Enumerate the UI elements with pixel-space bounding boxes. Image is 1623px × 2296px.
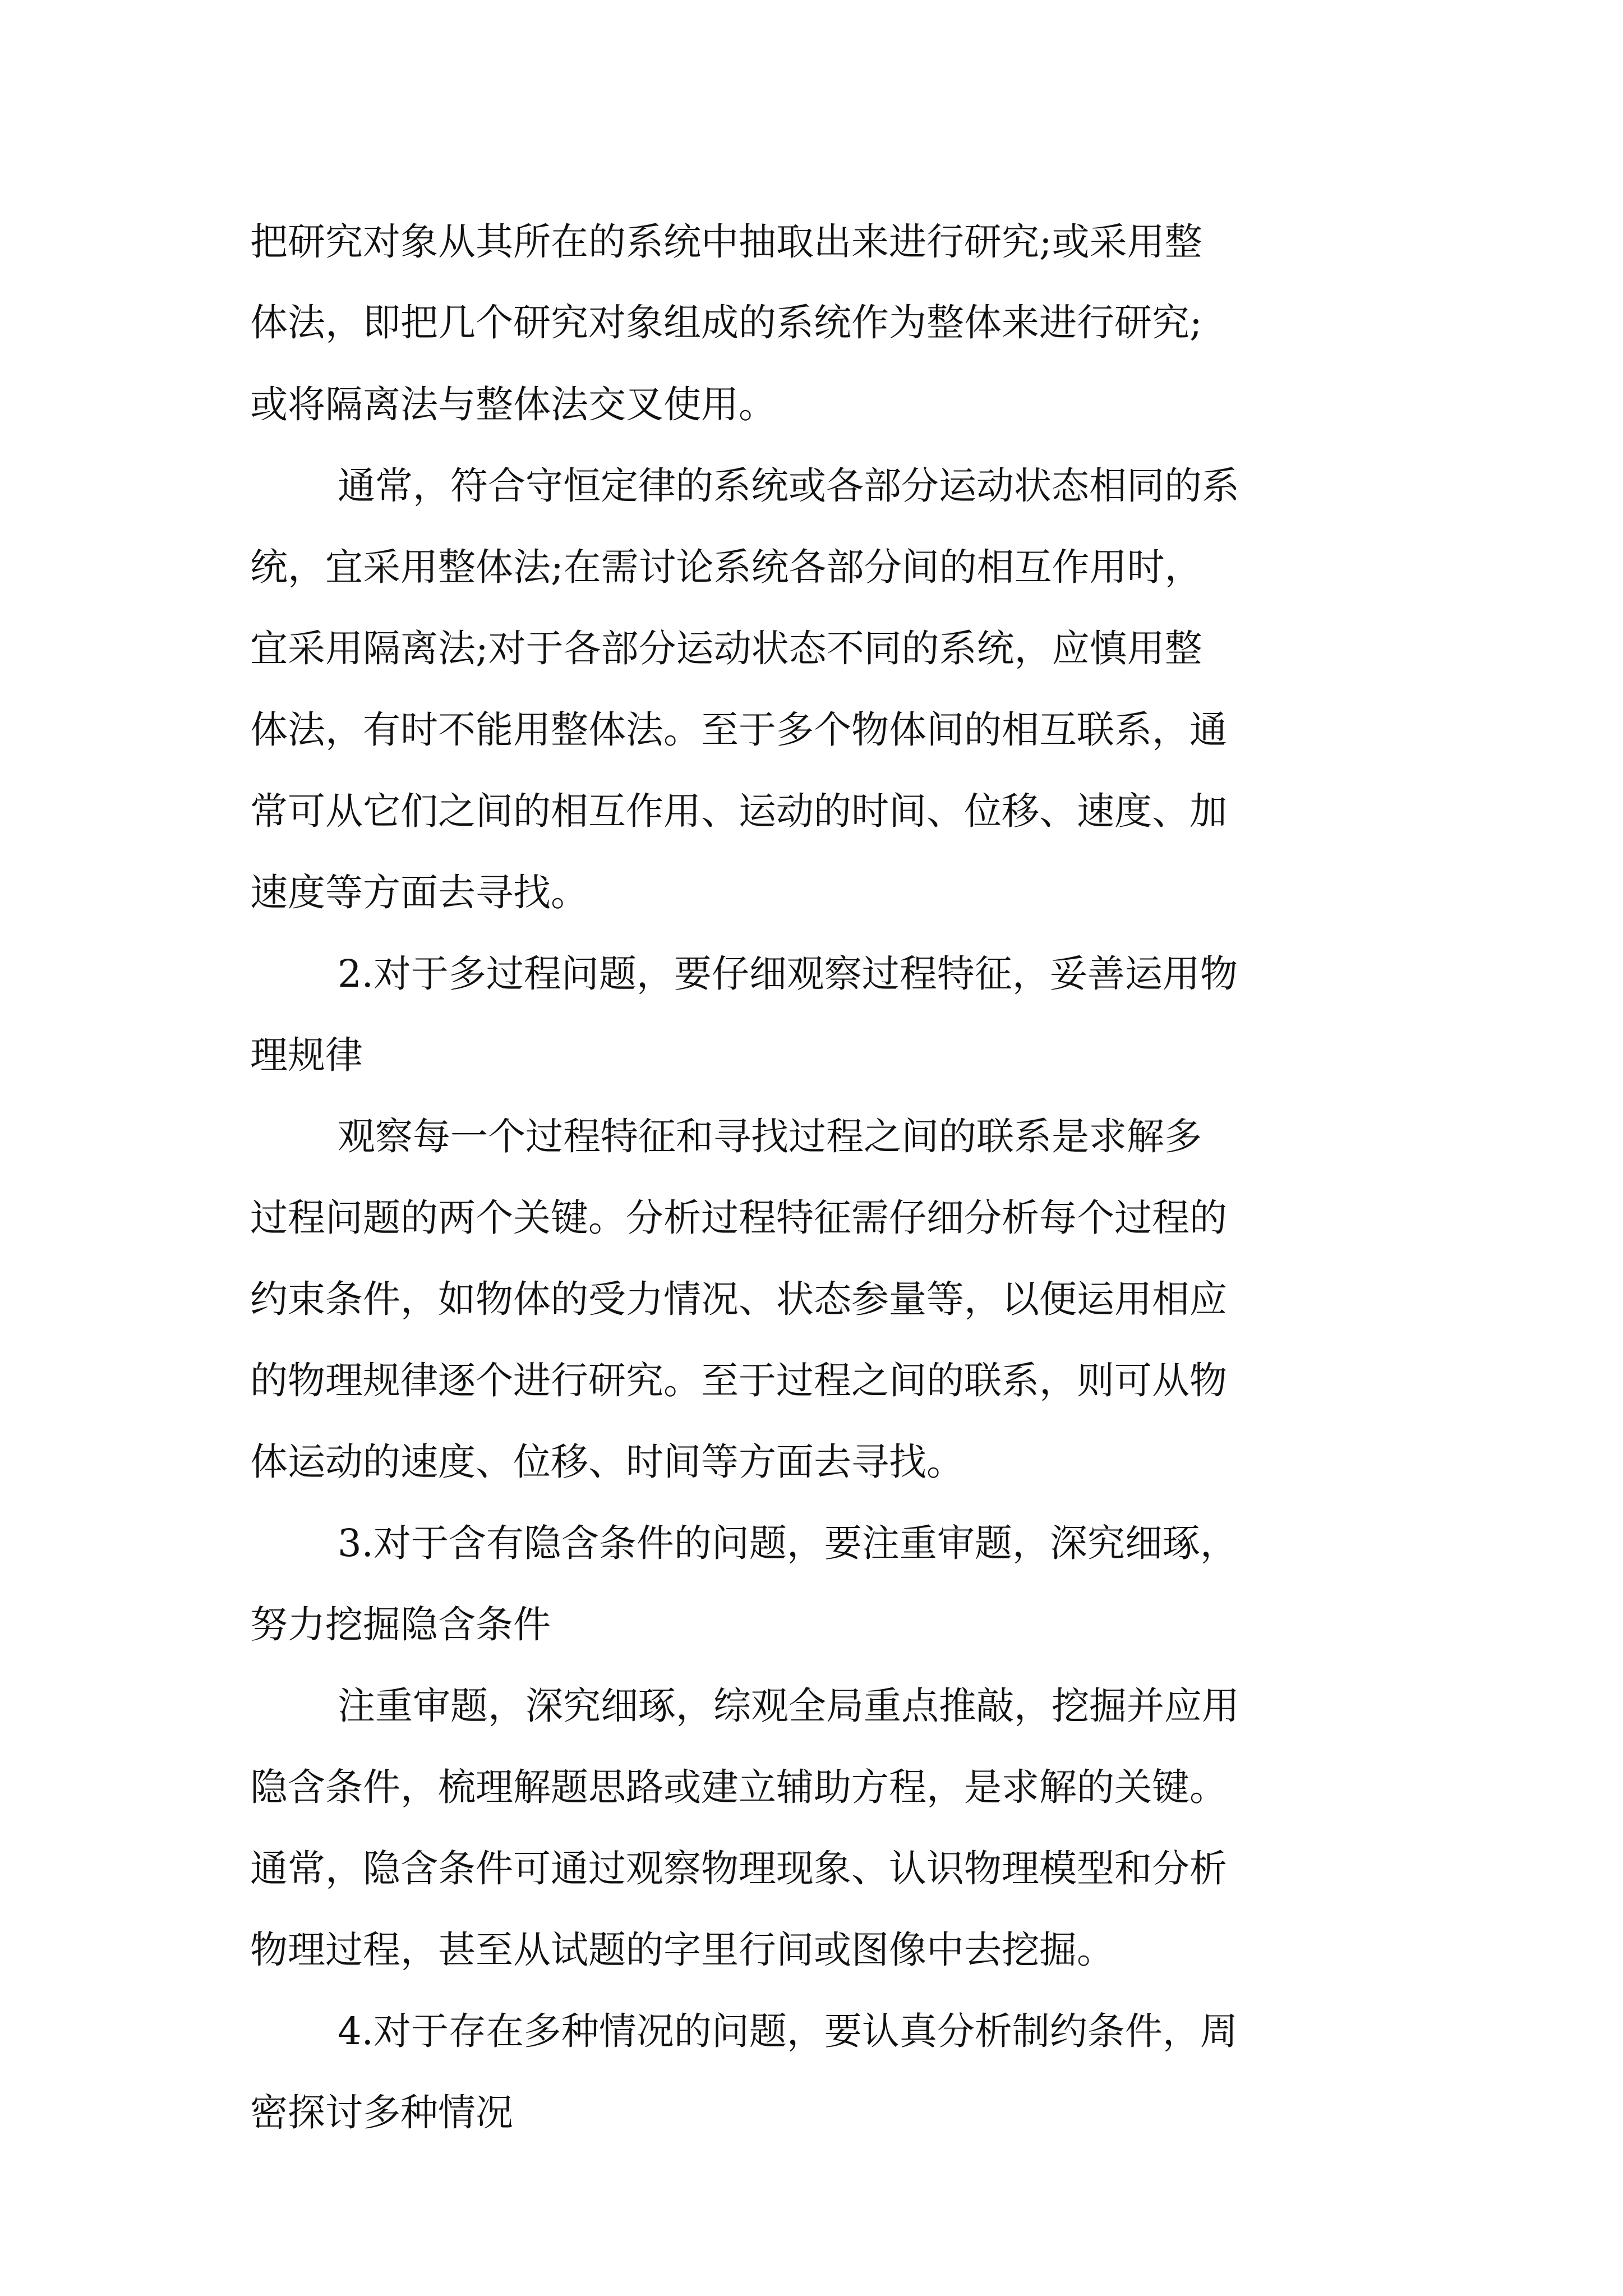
text-line: 体法，有时不能用整体法。至于多个物体间的相互联系，通	[250, 708, 1227, 752]
text-line: 3.对于含有隐含条件的问题，要注重审题，深究细琢，	[338, 1521, 1238, 1565]
text-line: 或将隔离法与整体法交叉使用。	[250, 383, 776, 426]
text-line: 通常，符合守恒定律的系统或各部分运动状态相同的系	[338, 464, 1239, 508]
text-line: 速度等方面去寻找。	[250, 871, 588, 914]
text-line: 约束条件，如物体的受力情况、状态参量等，以便运用相应	[250, 1277, 1227, 1321]
text-line: 把研究对象从其所在的系统中抽取出来进行研究;或采用整	[250, 220, 1202, 264]
text-line: 的物理规律逐个进行研究。至于过程之间的联系，则可从物	[250, 1359, 1227, 1402]
text-line: 过程问题的两个关键。分析过程特征需仔细分析每个过程的	[250, 1196, 1227, 1240]
text-line: 密探讨多种情况	[250, 2091, 513, 2134]
text-line: 体运动的速度、位移、时间等方面去寻找。	[250, 1440, 964, 1484]
text-line: 观察每一个过程特征和寻找过程之间的联系是求解多	[338, 1115, 1202, 1158]
text-line: 努力挖掘隐含条件	[250, 1603, 551, 1646]
text-line: 宜采用隔离法;对于各部分运动状态不同的系统，应慎用整	[250, 627, 1202, 670]
text-line: 理规律	[250, 1033, 363, 1077]
text-line: 隐含条件，梳理解题思路或建立辅助方程，是求解的关键。	[250, 1765, 1227, 1809]
text-line: 2.对于多过程问题，要仔细观察过程特征，妥善运用物	[338, 952, 1238, 996]
text-line: 注重审题，深究细琢，综观全局重点推敲，挖掘并应用	[338, 1684, 1239, 1728]
text-line: 通常，隐含条件可通过观察物理现象、认识物理模型和分析	[250, 1847, 1227, 1890]
text-line: 4.对于存在多种情况的问题，要认真分析制约条件，周	[338, 2009, 1238, 2053]
text-line: 统，宜采用整体法;在需讨论系统各部分间的相互作用时，	[250, 545, 1202, 589]
text-line: 常可从它们之间的相互作用、运动的时间、位移、速度、加	[250, 789, 1227, 833]
text-line: 物理过程，甚至从试题的字里行间或图像中去挖掘。	[250, 1928, 1114, 1972]
text-line: 体法，即把几个研究对象组成的系统作为整体来进行研究;	[250, 301, 1202, 344]
